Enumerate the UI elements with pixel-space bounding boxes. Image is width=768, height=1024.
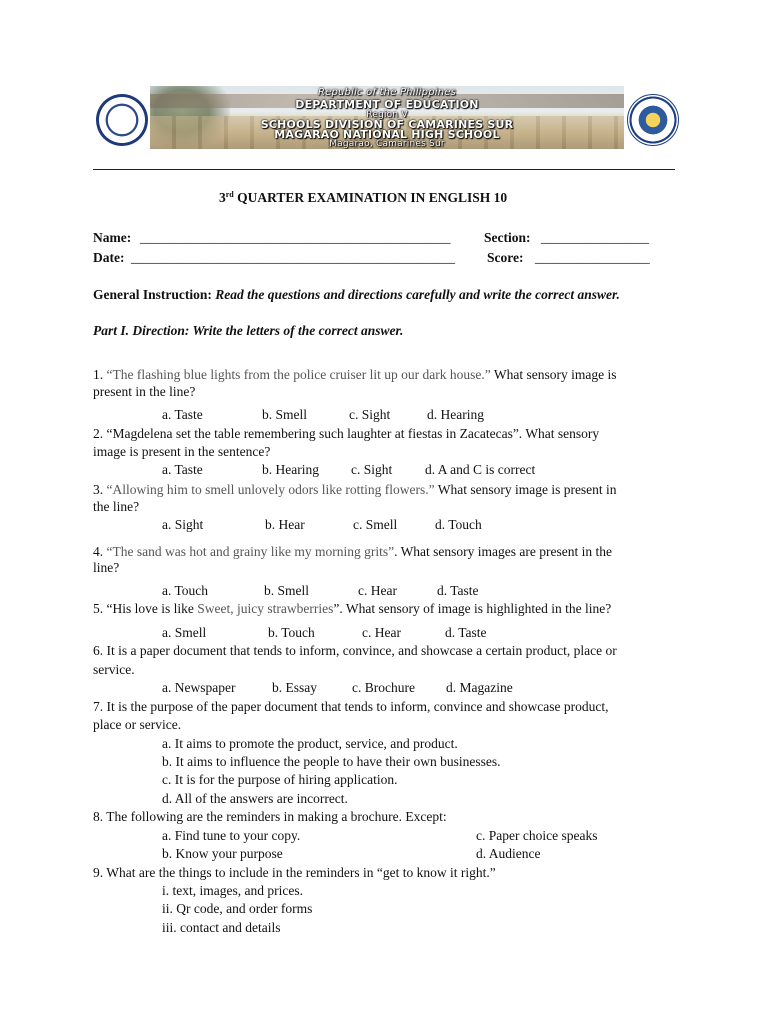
- q4-option-b[interactable]: b. Smell: [264, 583, 310, 598]
- question-6-line2: service.: [93, 662, 135, 677]
- q4-option-c[interactable]: c. Hear: [358, 583, 397, 598]
- q3-option-c[interactable]: c. Smell: [353, 517, 398, 532]
- question-4-line2: line?: [93, 560, 120, 575]
- banner-line-location: Magarao, Camarines Sur: [329, 139, 445, 149]
- q1-option-a[interactable]: a. Taste: [162, 407, 203, 422]
- q5-option-a[interactable]: a. Smell: [162, 625, 207, 640]
- q5-option-b[interactable]: b. Touch: [268, 625, 315, 640]
- name-field[interactable]: ______________________________________________: [140, 230, 451, 245]
- score-label: Score:: [487, 250, 524, 265]
- q8-option-a[interactable]: a. Find tune to your copy.: [162, 828, 301, 843]
- section-field[interactable]: ________________: [541, 230, 649, 245]
- banner-line-department: DEPARTMENT OF EDUCATION: [295, 98, 479, 111]
- q7-option-a[interactable]: a. It aims to promote the product, service, and product.: [162, 736, 458, 751]
- q8-option-c[interactable]: c. Paper choice speaks: [476, 828, 598, 843]
- score-field[interactable]: _________________: [535, 250, 650, 265]
- q1-option-d[interactable]: d. Hearing: [427, 407, 484, 422]
- banner-line-division: SCHOOLS DIVISION OF CAMARINES SUR: [260, 118, 514, 131]
- q8-option-d[interactable]: d. Audience: [476, 846, 541, 861]
- q3-option-b[interactable]: b. Hear: [265, 517, 305, 532]
- question-5: 5. “His love is like Sweet, juicy strawberries”. What sensory of image is highlighted in the line?: [93, 601, 612, 616]
- q9-item-iii: iii. contact and details: [162, 920, 281, 935]
- q1-option-c[interactable]: c. Sight: [349, 407, 391, 422]
- question-1: 1. “The flashing blue lights from the police cruiser lit up our dark house.” What sensory image is: [93, 367, 617, 382]
- banner-line-region: Region V: [366, 110, 408, 120]
- school-seal-icon: [627, 94, 679, 146]
- q8-option-b[interactable]: b. Know your purpose: [162, 846, 283, 861]
- question-7-line2: place or service.: [93, 717, 182, 732]
- question-1-line2: present in the line?: [93, 384, 196, 399]
- question-6: 6. It is a paper document that tends to inform, convince, and showcase a certain product, place or: [93, 643, 617, 658]
- q6-option-a[interactable]: a. Newspaper: [162, 680, 236, 695]
- question-3-line2: the line?: [93, 499, 140, 514]
- q6-option-c[interactable]: c. Brochure: [352, 680, 415, 695]
- question-7: 7. It is the purpose of the paper document that tends to inform, convince and showcase product,: [93, 699, 609, 714]
- q6-option-d[interactable]: d. Magazine: [446, 680, 513, 695]
- q3-option-d[interactable]: d. Touch: [435, 517, 482, 532]
- question-8: 8. The following are the reminders in making a brochure. Except:: [93, 809, 447, 824]
- section-label: Section:: [484, 230, 531, 245]
- q2-option-d[interactable]: d. A and C is correct: [425, 462, 536, 477]
- school-banner: [150, 86, 624, 149]
- question-2-line2: image is present in the sentence?: [93, 444, 271, 459]
- general-instruction: General Instruction: Read the questions and directions carefully and write the correct answer.: [93, 287, 620, 302]
- q3-option-a[interactable]: a. Sight: [162, 517, 204, 532]
- part1-direction: Part I. Direction: Write the letters of the correct answer.: [93, 323, 404, 338]
- q2-option-c[interactable]: c. Sight: [351, 462, 393, 477]
- deped-seal-icon: [96, 94, 148, 146]
- q5-option-c[interactable]: c. Hear: [362, 625, 401, 640]
- q7-option-b[interactable]: b. It aims to influence the people to have their own businesses.: [162, 754, 501, 769]
- header-divider: [93, 169, 675, 170]
- banner-line-school: MAGARAO NATIONAL HIGH SCHOOL: [274, 128, 500, 141]
- q9-item-ii: ii. Qr code, and order forms: [162, 901, 313, 916]
- banner-line-republic: Republic of the Philippines: [317, 87, 457, 98]
- date-field[interactable]: ________________________________________________: [131, 250, 455, 265]
- q4-option-a[interactable]: a. Touch: [162, 583, 209, 598]
- q6-option-b[interactable]: b. Essay: [272, 680, 317, 695]
- q1-option-b[interactable]: b. Smell: [262, 407, 308, 422]
- question-4: 4. “The sand was hot and grainy like my morning grits”. What sensory images are present in the: [93, 544, 612, 559]
- q7-option-d[interactable]: d. All of the answers are incorrect.: [162, 791, 348, 806]
- q2-option-b[interactable]: b. Hearing: [262, 462, 319, 477]
- question-2: 2. “Magdelena set the table remembering such laughter at fiestas in Zacatecas”. What sensory: [93, 426, 600, 441]
- q7-option-c[interactable]: c. It is for the purpose of hiring application.: [162, 772, 398, 787]
- exam-title: 3rd QUARTER EXAMINATION IN ENGLISH 10: [219, 190, 508, 205]
- q2-option-a[interactable]: a. Taste: [162, 462, 203, 477]
- date-label: Date:: [93, 250, 125, 265]
- q9-item-i: i. text, images, and prices.: [162, 883, 303, 898]
- q4-option-d[interactable]: d. Taste: [437, 583, 479, 598]
- name-label: Name:: [93, 230, 132, 245]
- question-3: 3. “Allowing him to smell unlovely odors like rotting flowers.” What sensory image is present in: [93, 482, 617, 497]
- question-9: 9. What are the things to include in the reminders in “get to know it right.”: [93, 865, 496, 880]
- q5-option-d[interactable]: d. Taste: [445, 625, 487, 640]
